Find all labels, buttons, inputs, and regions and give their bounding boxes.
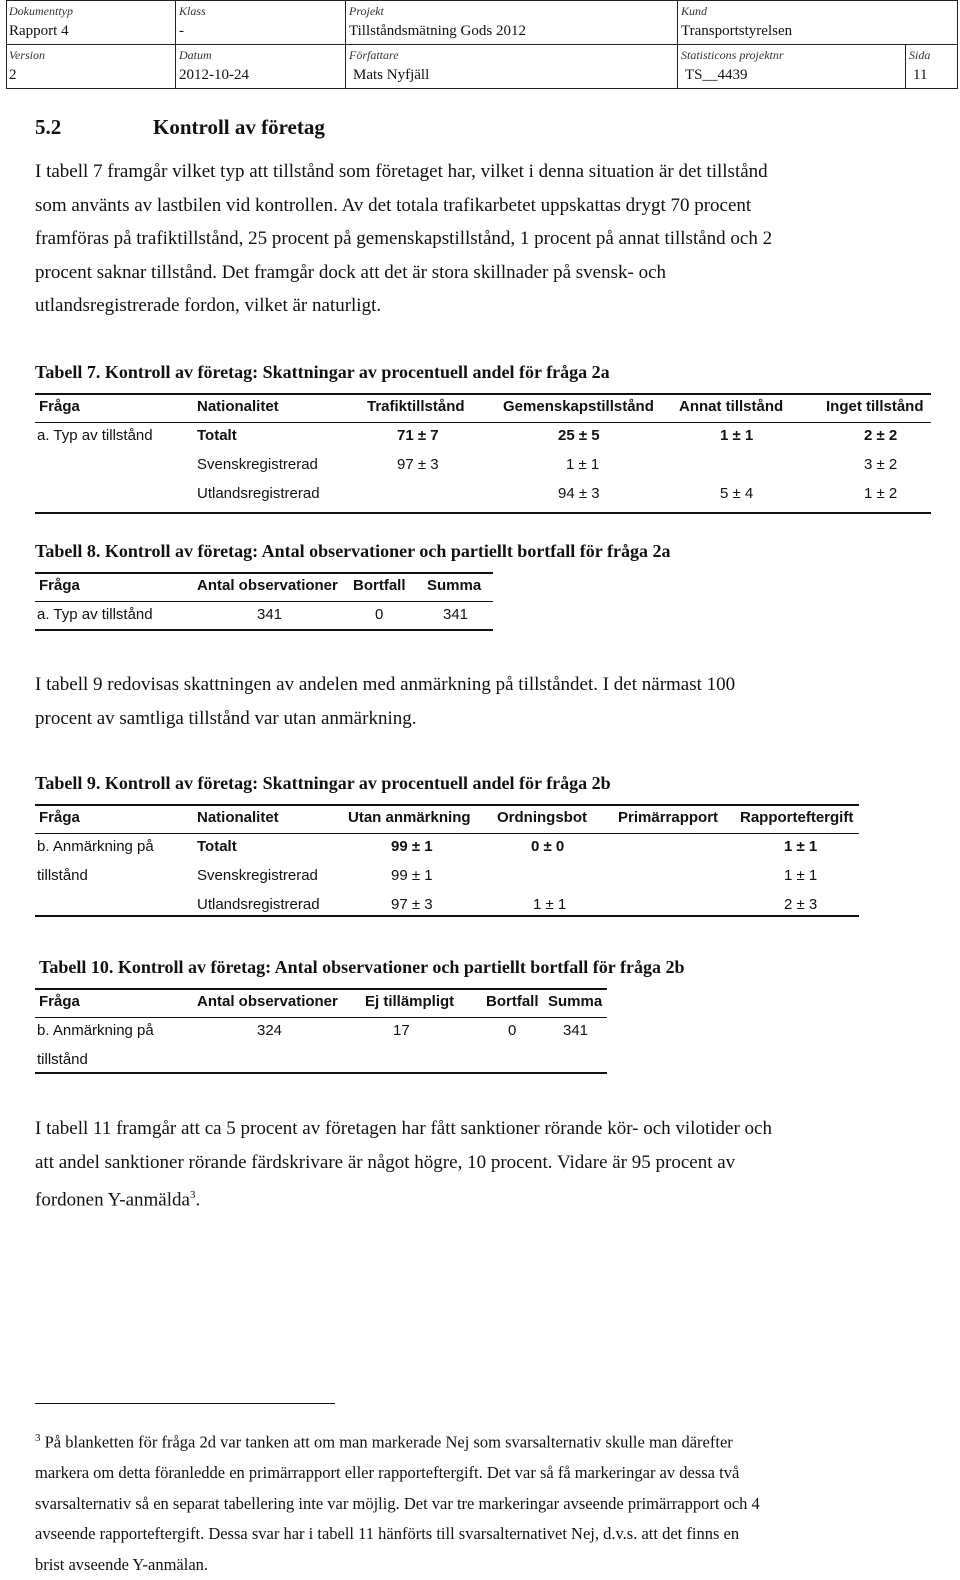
header-value: Rapport 4 xyxy=(9,23,69,40)
paragraph-line: som använts av lastbilen vid kontrollen. Av det totala trafikarbetet uppskattas drygt 70 procent xyxy=(35,189,935,223)
header-cell-sida xyxy=(907,45,955,88)
section-title: Kontroll av företag xyxy=(153,115,325,139)
table-cell: 2 ± 3 xyxy=(784,896,817,913)
table-cell: 1 ± 1 xyxy=(533,896,566,913)
table-header: Bortfall xyxy=(486,993,539,1010)
table-question: tillstånd xyxy=(37,1051,88,1068)
table-7 xyxy=(35,396,931,516)
header-value: Tillståndsmätning Gods 2012 xyxy=(349,23,526,40)
table-8-caption: Tabell 8. Kontroll av företag: Antal observationer och partiellt bortfall för fråga 2a xyxy=(35,541,670,562)
table-cell: Svenskregistrerad xyxy=(197,456,318,473)
footnote-line: svarsalternativ så en separat tabellering inte var möjlig. Det var tre markeringar avseende primärrapport och 4 xyxy=(35,1489,935,1520)
paragraph-line: procent saknar tillstånd. Det framgår dock att det är stora skillnader på svensk- och xyxy=(35,256,935,290)
paragraph-line: framföras på trafiktillstånd, 25 procent på gemenskapstillstånd, 1 procent på annat tillstånd och 2 xyxy=(35,222,935,256)
footnote-reference[interactable]: 3 xyxy=(190,1189,196,1201)
header-cell-datum xyxy=(177,45,347,88)
footnote-line: markera om detta föranledde en primärrapport eller rapporteftergift. Det var så få markeringar av dessa två xyxy=(35,1458,935,1489)
table-cell: 0 xyxy=(375,606,383,623)
header-cell-kund xyxy=(679,1,949,44)
header-cell-version xyxy=(7,45,175,88)
table-header: Ej tillämpligt xyxy=(365,993,454,1010)
table-10-caption: Tabell 10. Kontroll av företag: Antal observationer och partiellt bortfall för fråga 2b xyxy=(39,957,684,978)
table-cell: 324 xyxy=(257,1022,282,1039)
table-header: Bortfall xyxy=(353,577,406,594)
footnote-text: På blanketten för fråga 2d var tanken att om man markerade Nej som svarsalternativ skulle man därefter xyxy=(45,1433,733,1452)
table-cell: 1 ± 2 xyxy=(864,485,897,502)
header-value: - xyxy=(179,23,184,40)
paragraph-line: I tabell 11 framgår att ca 5 procent av företagen har fått sanktioner rörande kör- och vilotider och xyxy=(35,1112,935,1146)
header-row-2 xyxy=(7,45,957,88)
header-label: Version xyxy=(9,48,45,63)
table-cell: 71 ± 7 xyxy=(397,427,439,444)
table-header: Rapporteftergift xyxy=(740,809,853,826)
paragraph-line: utlandsregistrerade fordon, vilket är naturligt. xyxy=(35,289,935,323)
footnote-divider xyxy=(35,1403,335,1404)
section-number: 5.2 xyxy=(35,115,153,140)
table-header: Antal observationer xyxy=(197,993,338,1010)
table-header: Summa xyxy=(548,993,602,1010)
table-cell: 25 ± 5 xyxy=(558,427,600,444)
footnote-line: avseende rapporteftergift. Dessa svar har i tabell 11 hänförts till svarsalternativet Nej, d.v.s. att det finns en xyxy=(35,1519,935,1550)
paragraph-line xyxy=(35,1179,935,1217)
document-header xyxy=(6,0,958,89)
table-cell: 2 ± 2 xyxy=(864,427,897,444)
table-cell: 3 ± 2 xyxy=(864,456,897,473)
footnote xyxy=(35,1423,935,1580)
table-header: Inget tillstånd xyxy=(826,398,924,415)
header-label: Sida xyxy=(909,48,930,63)
table-cell: 99 ± 1 xyxy=(391,838,433,855)
header-label: Kund xyxy=(681,4,707,19)
header-value: Transportstyrelsen xyxy=(681,23,792,40)
paragraph-line: I tabell 9 redovisas skattningen av andelen med anmärkning på tillståndet. I det närmast 100 xyxy=(35,668,935,702)
table-9 xyxy=(35,807,859,919)
table-cell: 1 ± 1 xyxy=(720,427,753,444)
header-value: Mats Nyfjäll xyxy=(353,67,429,84)
table-header: Annat tillstånd xyxy=(679,398,783,415)
table-cell: Totalt xyxy=(197,838,237,855)
paragraph-3 xyxy=(35,1112,935,1217)
table-cell: Svenskregistrerad xyxy=(197,867,318,884)
table-question: tillstånd xyxy=(37,867,88,884)
table-header: Gemenskapstillstånd xyxy=(503,398,654,415)
paragraph-1 xyxy=(35,155,935,323)
table-header: Utan anmärkning xyxy=(348,809,471,826)
table-question: b. Anmärkning på xyxy=(37,1022,154,1039)
header-cell-projekt xyxy=(347,1,677,44)
header-cell-forfattare xyxy=(347,45,677,88)
table-cell: 0 ± 0 xyxy=(531,838,564,855)
paragraph-text: . xyxy=(195,1189,200,1210)
header-label: Klass xyxy=(179,4,206,19)
footnote-line xyxy=(35,1423,935,1458)
table-question: a. Typ av tillstånd xyxy=(37,427,153,444)
table-cell: 5 ± 4 xyxy=(720,485,753,502)
table-header: Fråga xyxy=(39,577,80,594)
table-cell: Utlandsregistrerad xyxy=(197,896,320,913)
table-header: Ordningsbot xyxy=(497,809,587,826)
paragraph-2 xyxy=(35,668,935,735)
table-header: Summa xyxy=(427,577,481,594)
header-value: 2012-10-24 xyxy=(179,67,249,84)
table-question: a. Typ av tillstånd xyxy=(37,606,153,623)
table-header: Trafiktillstånd xyxy=(367,398,465,415)
header-row-1 xyxy=(7,1,957,45)
table-cell: 99 ± 1 xyxy=(391,867,433,884)
table-cell: 341 xyxy=(563,1022,588,1039)
header-cell-dokumenttyp xyxy=(7,1,175,44)
table-cell: 1 ± 1 xyxy=(566,456,599,473)
table-header: Nationalitet xyxy=(197,398,279,415)
header-value: TS__4439 xyxy=(685,67,748,84)
table-cell: 341 xyxy=(443,606,468,623)
table-cell: 1 ± 1 xyxy=(784,867,817,884)
paragraph-line: I tabell 7 framgår vilket typ att tillstånd som företaget har, vilket i denna situation är det tillstånd xyxy=(35,155,935,189)
table-header: Fråga xyxy=(39,398,80,415)
footnote-line: brist avseende Y-anmälan. xyxy=(35,1550,935,1580)
header-label: Författare xyxy=(349,48,399,63)
table-cell: 0 xyxy=(508,1022,516,1039)
table-9-caption: Tabell 9. Kontroll av företag: Skattningar av procentuell andel för fråga 2b xyxy=(35,773,611,794)
header-label: Projekt xyxy=(349,4,384,19)
section-heading xyxy=(35,115,325,140)
table-cell: 97 ± 3 xyxy=(391,896,433,913)
header-value: 2 xyxy=(9,67,17,84)
table-header: Nationalitet xyxy=(197,809,279,826)
table-header: Fråga xyxy=(39,993,80,1010)
paragraph-line: procent av samtliga tillstånd var utan anmärkning. xyxy=(35,702,935,736)
header-label: Statisticons projektnr xyxy=(681,48,784,63)
table-7-caption: Tabell 7. Kontroll av företag: Skattningar av procentuell andel för fråga 2a xyxy=(35,362,610,383)
table-10 xyxy=(35,991,607,1075)
table-cell: Utlandsregistrerad xyxy=(197,485,320,502)
header-value: 11 xyxy=(913,67,927,84)
table-8 xyxy=(35,575,493,630)
header-label: Dokumenttyp xyxy=(9,4,73,19)
table-cell: 97 ± 3 xyxy=(397,456,439,473)
table-cell: 94 ± 3 xyxy=(558,485,600,502)
paragraph-text: fordonen Y-anmälda xyxy=(35,1189,190,1210)
table-header: Primärrapport xyxy=(618,809,718,826)
paragraph-line: att andel sanktioner rörande färdskrivare är något högre, 10 procent. Vidare är 95 procent av xyxy=(35,1146,935,1180)
table-cell: Totalt xyxy=(197,427,237,444)
header-cell-klass xyxy=(177,1,347,44)
footnote-mark: 3 xyxy=(35,1432,41,1444)
table-header: Fråga xyxy=(39,809,80,826)
table-cell: 1 ± 1 xyxy=(784,838,817,855)
table-header: Antal observationer xyxy=(197,577,338,594)
table-cell: 341 xyxy=(257,606,282,623)
table-cell: 17 xyxy=(393,1022,410,1039)
header-cell-projektnr xyxy=(679,45,904,88)
header-label: Datum xyxy=(179,48,212,63)
table-question: b. Anmärkning på xyxy=(37,838,154,855)
